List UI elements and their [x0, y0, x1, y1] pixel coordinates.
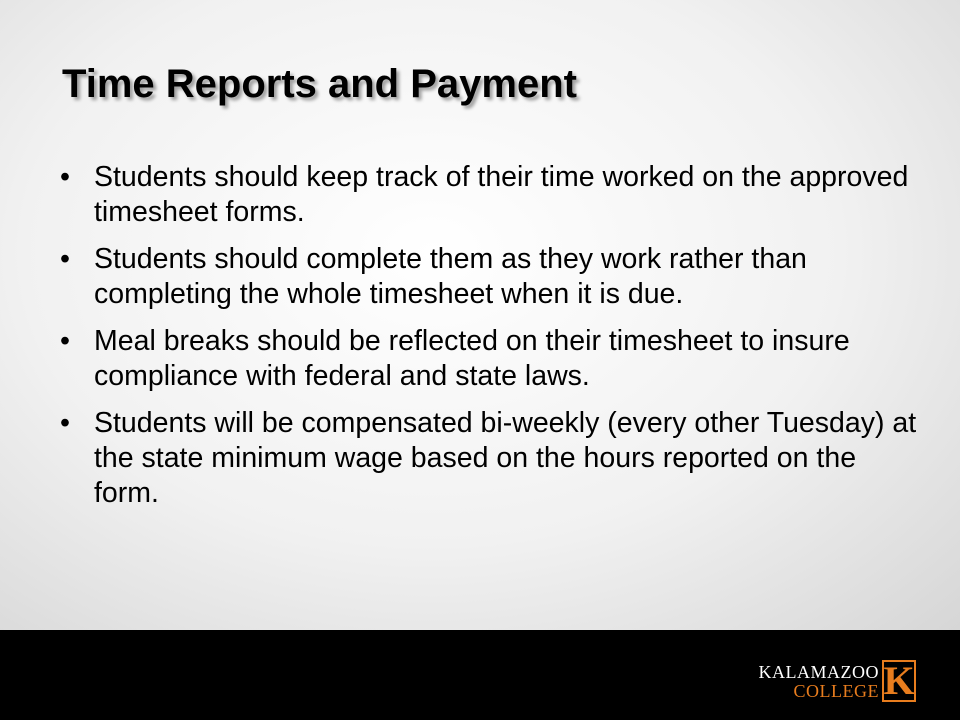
- bullet-dot-icon: •: [60, 243, 70, 275]
- bullet-item: [60, 242, 920, 312]
- slide-title: Time Reports and Payment: [62, 62, 577, 106]
- bullet-text: Students should complete them as they work rather than completing the whole timesheet when it is due.: [94, 243, 807, 310]
- logo-line-1: KALAMAZOO: [758, 661, 879, 682]
- bullet-dot-icon: •: [60, 325, 70, 357]
- logo-wordmark: [759, 663, 880, 700]
- bullet-item: [60, 324, 920, 394]
- k-logo-icon: K: [883, 658, 915, 703]
- bullet-dot-icon: •: [60, 407, 70, 439]
- bullet-text: Students will be compensated bi-weekly (every other Tuesday) at the state minimum wage based on the hours reported on the form.: [94, 407, 917, 509]
- footer-bar: [0, 630, 960, 720]
- bullet-dot-icon: •: [60, 161, 70, 193]
- bullet-item: [60, 406, 920, 511]
- bullet-text: Meal breaks should be reflected on their timesheet to insure compliance with federal and state laws.: [94, 325, 850, 392]
- kalamazoo-college-logo: [759, 660, 917, 702]
- bullet-list: [60, 160, 920, 523]
- logo-line-2: COLLEGE: [793, 680, 879, 701]
- bullet-text: Students should keep track of their time worked on the approved timesheet forms.: [94, 161, 909, 228]
- bullet-item: [60, 160, 920, 230]
